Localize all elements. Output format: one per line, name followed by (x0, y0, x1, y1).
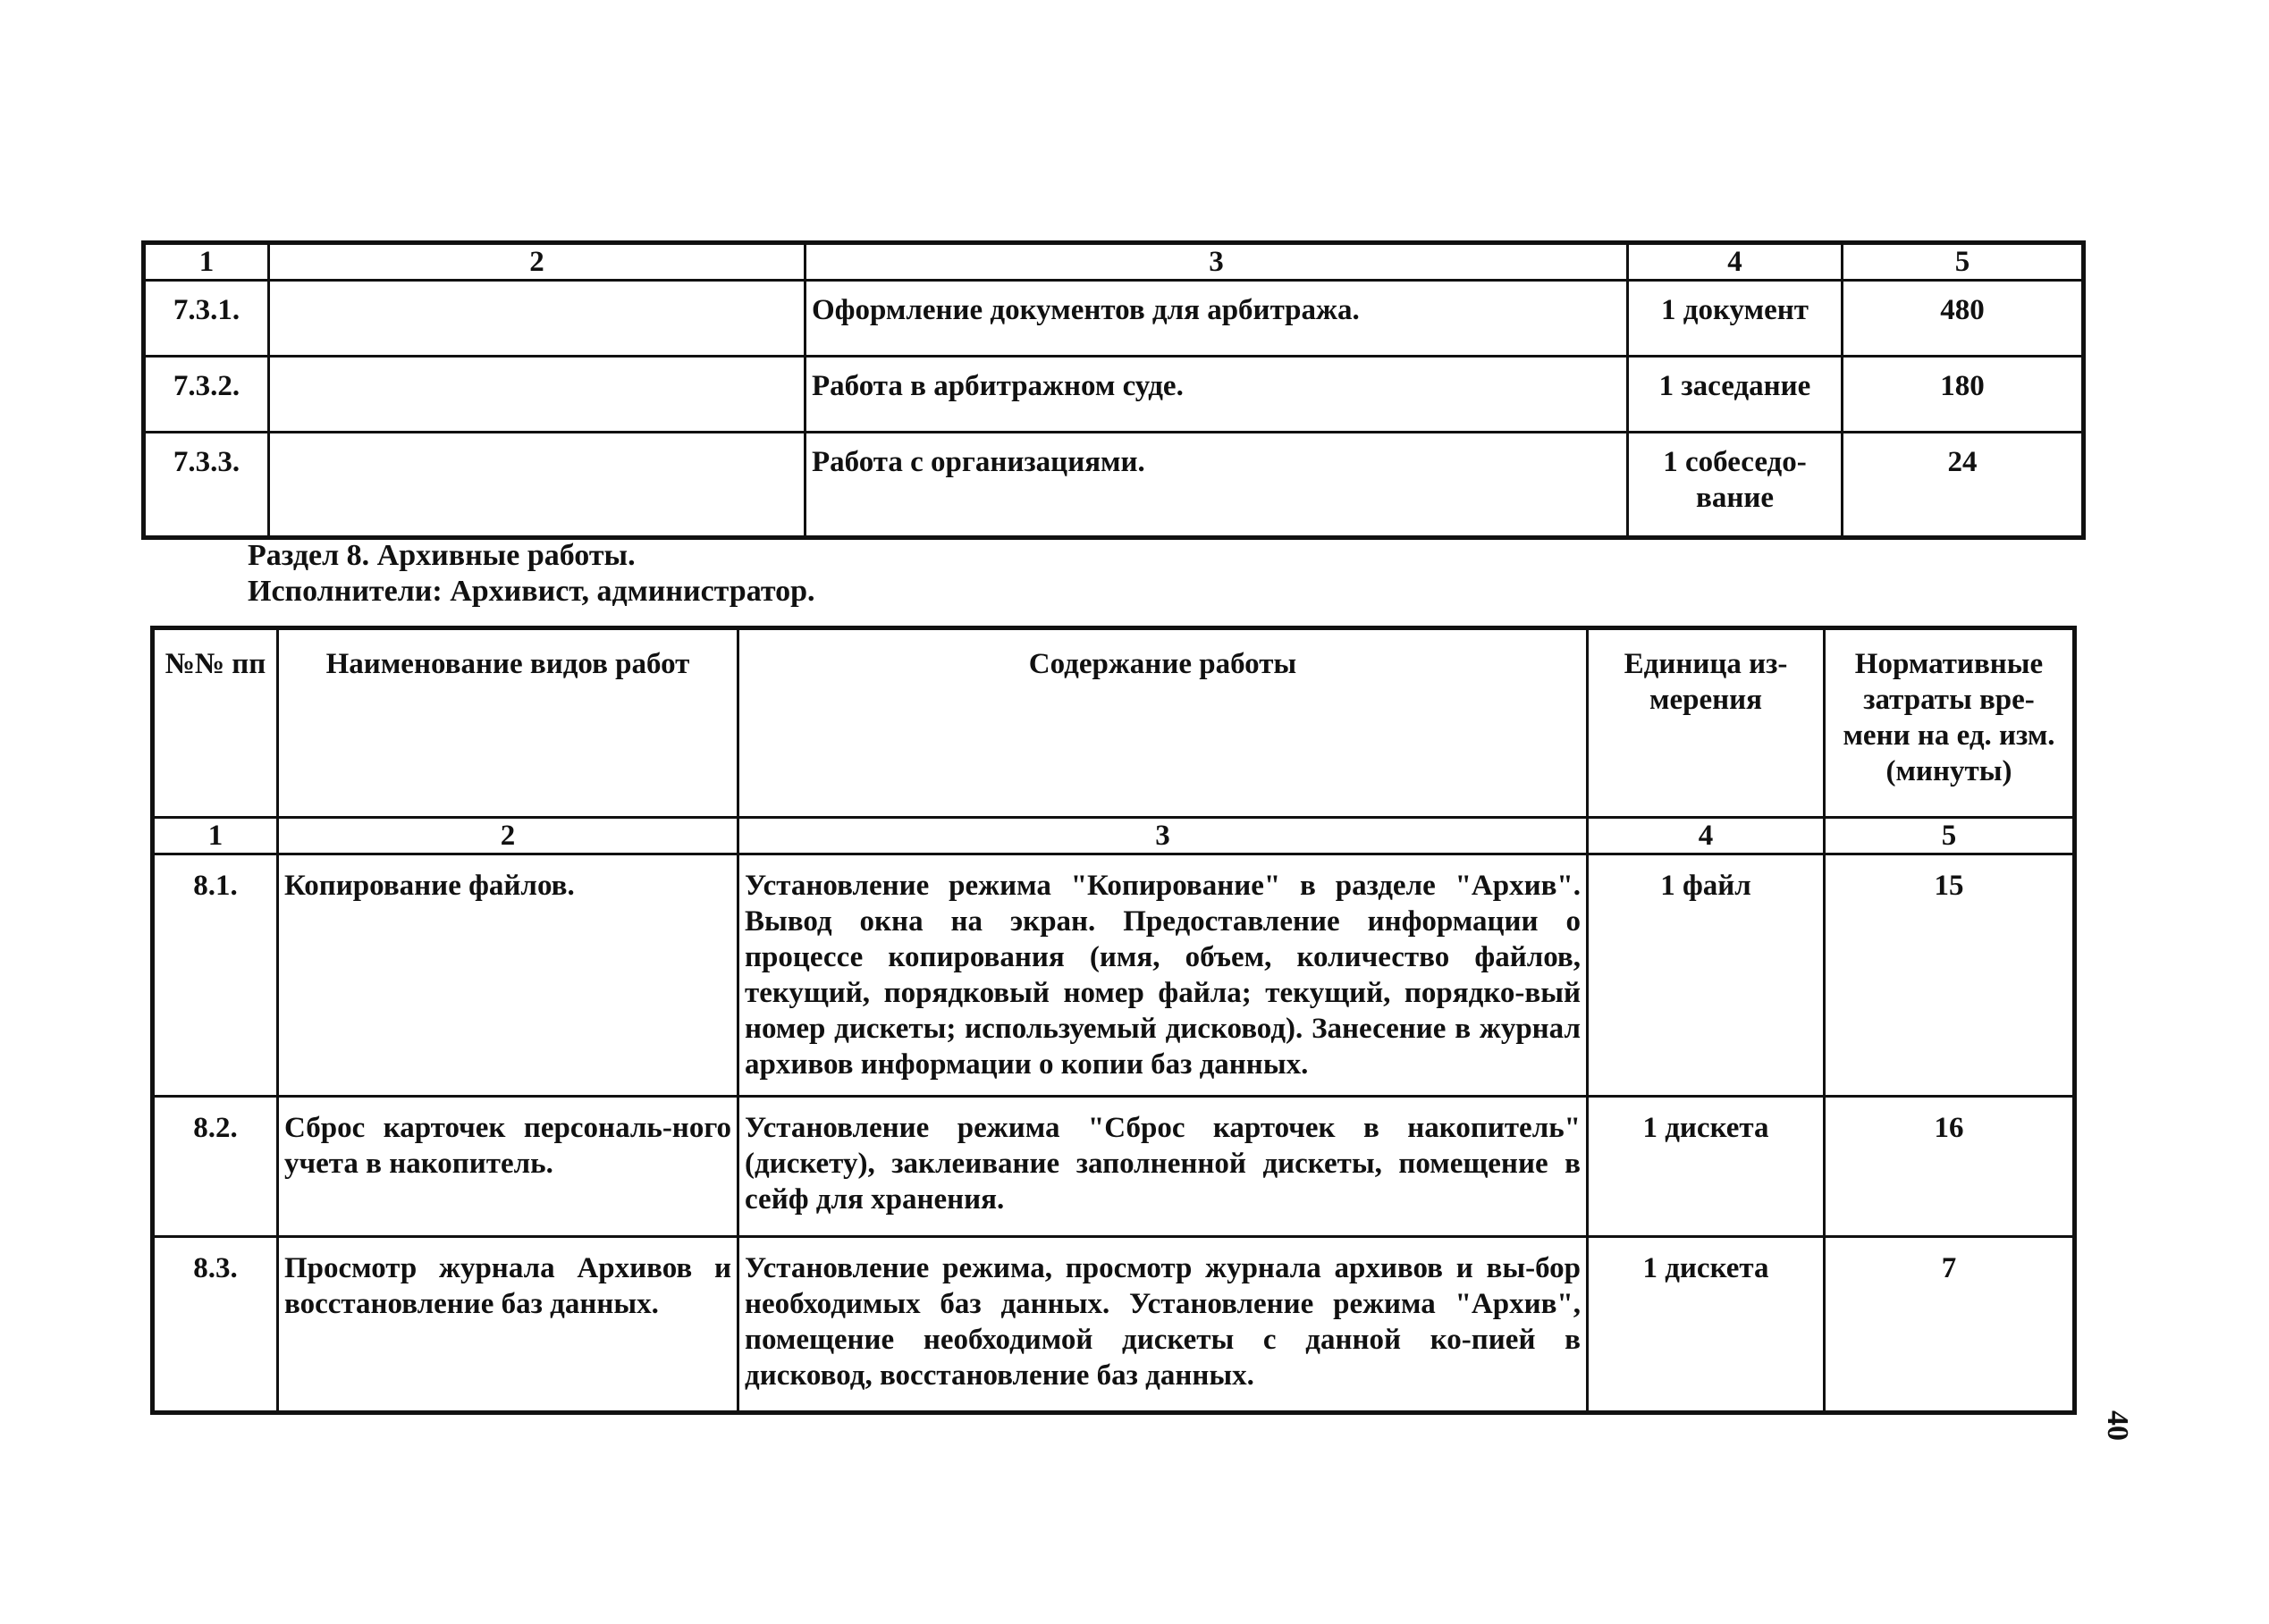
row-number: 7.3.1. (144, 281, 269, 357)
table-row (144, 433, 2084, 538)
column-number-row (153, 818, 2075, 854)
header-content: Содержание работы (738, 628, 1588, 818)
header-time: Нормативные затраты вре-мени на ед. изм. (минуты) (1825, 628, 2075, 818)
section-executors: Исполнители: Архивист, администратор. (248, 575, 815, 608)
work-name: Копирование файлов. (278, 854, 738, 1097)
column-number: 3 (806, 243, 1628, 281)
work-name (269, 357, 806, 433)
column-number: 5 (1825, 818, 2075, 854)
top-table (141, 240, 2086, 540)
time-norm: 16 (1825, 1097, 2075, 1237)
table-row (153, 854, 2075, 1097)
work-content: Установление режима "Сброс карточек в накопитель" (дискету), заклеивание заполненной дискеты, помещение в сейф для хранения. (738, 1097, 1588, 1237)
unit-of-measure: 1 заседание (1628, 357, 1843, 433)
column-number: 2 (269, 243, 806, 281)
unit-of-measure: 1 файл (1588, 854, 1825, 1097)
unit-of-measure: 1 дискета (1588, 1237, 1825, 1413)
header-num: №№ пп (153, 628, 278, 818)
work-name: Сброс карточек персональ-ного учета в накопитель. (278, 1097, 738, 1237)
column-number: 1 (144, 243, 269, 281)
work-content: Работа с организациями. (806, 433, 1628, 538)
header-row (153, 628, 2075, 818)
column-number: 4 (1628, 243, 1843, 281)
time-norm: 180 (1843, 357, 2084, 433)
work-name (269, 281, 806, 357)
table-row (144, 357, 2084, 433)
time-norm: 15 (1825, 854, 2075, 1097)
column-number: 1 (153, 818, 278, 854)
row-number: 8.2. (153, 1097, 278, 1237)
work-name (269, 433, 806, 538)
work-content: Установление режима, просмотр журнала архивов и вы-бор необходимых баз данных. Установление режима "Архив", помещение необходимой дискеты с данной ко-пией в дисковод, восстановление баз данных. (738, 1237, 1588, 1413)
column-number: 4 (1588, 818, 1825, 854)
unit-of-measure: 1 документ (1628, 281, 1843, 357)
time-norm: 7 (1825, 1237, 2075, 1413)
column-number: 3 (738, 818, 1588, 854)
unit-of-measure: 1 дискета (1588, 1097, 1825, 1237)
page-number: 40 (2101, 1410, 2134, 1441)
section-caption (248, 538, 814, 610)
section-title: Раздел 8. Архивные работы. (248, 539, 636, 572)
row-number: 7.3.2. (144, 357, 269, 433)
unit-of-measure: 1 собеседо-вание (1628, 433, 1843, 538)
time-norm: 24 (1843, 433, 2084, 538)
row-number: 8.1. (153, 854, 278, 1097)
row-number: 7.3.3. (144, 433, 269, 538)
work-name: Просмотр журнала Архивов и восстановление баз данных. (278, 1237, 738, 1413)
table-row (144, 281, 2084, 357)
time-norm: 480 (1843, 281, 2084, 357)
table-row (153, 1237, 2075, 1413)
row-number: 8.3. (153, 1237, 278, 1413)
header-name: Наименование видов работ (278, 628, 738, 818)
work-content: Оформление документов для арбитража. (806, 281, 1628, 357)
column-number: 5 (1843, 243, 2084, 281)
work-content: Работа в арбитражном суде. (806, 357, 1628, 433)
table-row (153, 1097, 2075, 1237)
archive-works-table (150, 626, 2077, 1415)
column-number: 2 (278, 818, 738, 854)
header-unit: Единица из-мерения (1588, 628, 1825, 818)
work-content: Установление режима "Копирование" в разделе "Архив". Вывод окна на экран. Предоставление информации о процессе копирования (имя, объем, количество файлов, текущий, порядковый номер файла; текущий, порядко-вый номер дискеты; используемый дисковод). Занесение в журнал архивов информации о копии баз данных. (738, 854, 1588, 1097)
column-number-row (144, 243, 2084, 281)
